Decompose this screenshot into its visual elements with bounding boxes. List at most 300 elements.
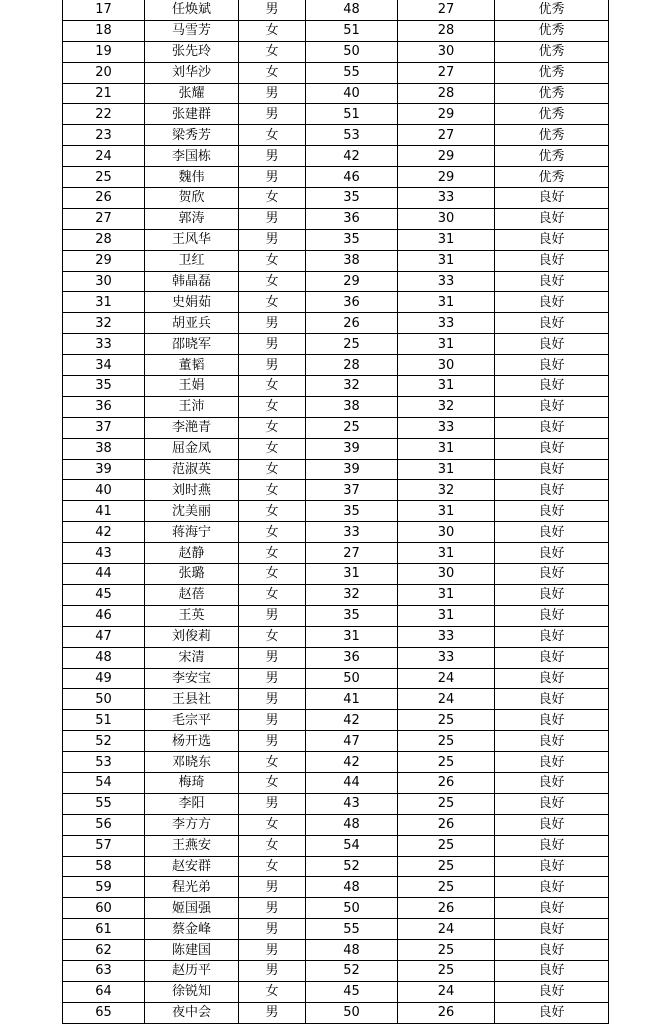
- grade-cell: 良好: [495, 960, 609, 981]
- score-a-cell: 38: [306, 250, 398, 271]
- table-row: [63, 334, 609, 355]
- score-b-cell: 31: [398, 501, 495, 522]
- score-b-cell: 25: [398, 960, 495, 981]
- gender-cell: 女: [239, 188, 306, 209]
- score-b-cell: 24: [398, 919, 495, 940]
- grade-cell: 良好: [495, 772, 609, 793]
- table-row: [63, 835, 609, 856]
- gender-cell: 男: [239, 877, 306, 898]
- grade-cell: 良好: [495, 689, 609, 710]
- name-cell: 邵晓军: [145, 334, 239, 355]
- grade-cell: 良好: [495, 835, 609, 856]
- gender-cell: 女: [239, 125, 306, 146]
- score-a-cell: 50: [306, 668, 398, 689]
- gender-cell: 男: [239, 1002, 306, 1023]
- score-a-cell: 31: [306, 564, 398, 585]
- grade-cell: 良好: [495, 543, 609, 564]
- score-b-cell: 32: [398, 480, 495, 501]
- name-cell: 刘时燕: [145, 480, 239, 501]
- row-number-cell: 47: [63, 626, 145, 647]
- name-cell: 马雪芳: [145, 20, 239, 41]
- score-a-cell: 48: [306, 814, 398, 835]
- row-number-cell: 29: [63, 250, 145, 271]
- score-b-cell: 31: [398, 605, 495, 626]
- name-cell: 史娟茹: [145, 292, 239, 313]
- row-number-cell: 53: [63, 752, 145, 773]
- name-cell: 张先玲: [145, 41, 239, 62]
- table-row: [63, 188, 609, 209]
- name-cell: 赵历平: [145, 960, 239, 981]
- table-row: [63, 1002, 609, 1023]
- name-cell: 毛宗平: [145, 710, 239, 731]
- grade-cell: 良好: [495, 584, 609, 605]
- name-cell: 屈金凤: [145, 438, 239, 459]
- score-a-cell: 25: [306, 334, 398, 355]
- row-number-cell: 27: [63, 208, 145, 229]
- name-cell: 徐锐知: [145, 981, 239, 1002]
- name-cell: 梁秀芳: [145, 125, 239, 146]
- table-row: [63, 584, 609, 605]
- grade-cell: 良好: [495, 271, 609, 292]
- score-b-cell: 33: [398, 271, 495, 292]
- score-a-cell: 50: [306, 41, 398, 62]
- table-row: [63, 104, 609, 125]
- table-row: [63, 62, 609, 83]
- table-row: [63, 0, 609, 20]
- table-row: [63, 731, 609, 752]
- table-row: [63, 501, 609, 522]
- score-a-cell: 52: [306, 856, 398, 877]
- score-b-cell: 31: [398, 250, 495, 271]
- name-cell: 陈建国: [145, 940, 239, 961]
- gender-cell: 男: [239, 334, 306, 355]
- row-number-cell: 49: [63, 668, 145, 689]
- table-row: [63, 543, 609, 564]
- row-number-cell: 50: [63, 689, 145, 710]
- score-a-cell: 25: [306, 417, 398, 438]
- score-a-cell: 31: [306, 626, 398, 647]
- score-b-cell: 28: [398, 20, 495, 41]
- name-cell: 李滟青: [145, 417, 239, 438]
- row-number-cell: 22: [63, 104, 145, 125]
- name-cell: 李阳: [145, 793, 239, 814]
- score-b-cell: 31: [398, 376, 495, 397]
- table-row: [63, 605, 609, 626]
- grade-cell: 良好: [495, 438, 609, 459]
- grade-cell: 良好: [495, 334, 609, 355]
- score-a-cell: 48: [306, 0, 398, 20]
- grade-cell: 优秀: [495, 146, 609, 167]
- row-number-cell: 58: [63, 856, 145, 877]
- grade-cell: 优秀: [495, 20, 609, 41]
- row-number-cell: 23: [63, 125, 145, 146]
- row-number-cell: 34: [63, 355, 145, 376]
- gender-cell: 女: [239, 438, 306, 459]
- grade-cell: 良好: [495, 501, 609, 522]
- row-number-cell: 36: [63, 396, 145, 417]
- score-table: [62, 0, 609, 1024]
- gender-cell: 男: [239, 960, 306, 981]
- score-b-cell: 25: [398, 877, 495, 898]
- table-row: [63, 83, 609, 104]
- table-row: [63, 167, 609, 188]
- row-number-cell: 51: [63, 710, 145, 731]
- gender-cell: 男: [239, 146, 306, 167]
- score-a-cell: 42: [306, 710, 398, 731]
- table-row: [63, 626, 609, 647]
- gender-cell: 男: [239, 355, 306, 376]
- table-row: [63, 271, 609, 292]
- score-b-cell: 33: [398, 626, 495, 647]
- score-a-cell: 50: [306, 898, 398, 919]
- score-b-cell: 25: [398, 940, 495, 961]
- score-a-cell: 39: [306, 459, 398, 480]
- score-b-cell: 25: [398, 710, 495, 731]
- score-b-cell: 25: [398, 856, 495, 877]
- score-a-cell: 29: [306, 271, 398, 292]
- gender-cell: 女: [239, 271, 306, 292]
- score-a-cell: 41: [306, 689, 398, 710]
- table-row: [63, 898, 609, 919]
- score-a-cell: 28: [306, 355, 398, 376]
- gender-cell: 女: [239, 417, 306, 438]
- score-b-cell: 27: [398, 125, 495, 146]
- score-b-cell: 25: [398, 731, 495, 752]
- gender-cell: 男: [239, 83, 306, 104]
- table-row: [63, 919, 609, 940]
- grade-cell: 良好: [495, 856, 609, 877]
- grade-cell: 良好: [495, 480, 609, 501]
- table-row: [63, 41, 609, 62]
- score-b-cell: 31: [398, 292, 495, 313]
- score-b-cell: 33: [398, 647, 495, 668]
- name-cell: 李安宝: [145, 668, 239, 689]
- name-cell: 王沛: [145, 396, 239, 417]
- score-a-cell: 55: [306, 919, 398, 940]
- name-cell: 蔡金峰: [145, 919, 239, 940]
- score-a-cell: 35: [306, 229, 398, 250]
- grade-cell: 良好: [495, 250, 609, 271]
- score-a-cell: 47: [306, 731, 398, 752]
- grade-cell: 良好: [495, 355, 609, 376]
- name-cell: 任焕斌: [145, 0, 239, 20]
- score-b-cell: 25: [398, 752, 495, 773]
- grade-cell: 良好: [495, 877, 609, 898]
- table-row: [63, 208, 609, 229]
- gender-cell: 女: [239, 981, 306, 1002]
- score-a-cell: 51: [306, 20, 398, 41]
- score-a-cell: 43: [306, 793, 398, 814]
- name-cell: 赵静: [145, 543, 239, 564]
- row-number-cell: 33: [63, 334, 145, 355]
- score-a-cell: 38: [306, 396, 398, 417]
- table-row: [63, 438, 609, 459]
- grade-cell: 良好: [495, 459, 609, 480]
- score-a-cell: 52: [306, 960, 398, 981]
- name-cell: 贺欣: [145, 188, 239, 209]
- grade-cell: 良好: [495, 208, 609, 229]
- row-number-cell: 60: [63, 898, 145, 919]
- score-a-cell: 32: [306, 584, 398, 605]
- score-b-cell: 30: [398, 564, 495, 585]
- grade-cell: 良好: [495, 814, 609, 835]
- name-cell: 王县社: [145, 689, 239, 710]
- table-row: [63, 710, 609, 731]
- score-a-cell: 44: [306, 772, 398, 793]
- row-number-cell: 46: [63, 605, 145, 626]
- gender-cell: 女: [239, 564, 306, 585]
- score-a-cell: 36: [306, 647, 398, 668]
- row-number-cell: 38: [63, 438, 145, 459]
- gender-cell: 女: [239, 459, 306, 480]
- score-b-cell: 30: [398, 522, 495, 543]
- name-cell: 赵蓓: [145, 584, 239, 605]
- name-cell: 范淑英: [145, 459, 239, 480]
- row-number-cell: 19: [63, 41, 145, 62]
- score-b-cell: 25: [398, 793, 495, 814]
- name-cell: 杨开选: [145, 731, 239, 752]
- gender-cell: 男: [239, 689, 306, 710]
- grade-cell: 良好: [495, 647, 609, 668]
- gender-cell: 女: [239, 62, 306, 83]
- table-row: [63, 396, 609, 417]
- gender-cell: 男: [239, 104, 306, 125]
- grade-cell: 良好: [495, 710, 609, 731]
- gender-cell: 女: [239, 856, 306, 877]
- name-cell: 卫红: [145, 250, 239, 271]
- grade-cell: 良好: [495, 793, 609, 814]
- score-a-cell: 42: [306, 752, 398, 773]
- row-number-cell: 39: [63, 459, 145, 480]
- score-a-cell: 45: [306, 981, 398, 1002]
- score-a-cell: 55: [306, 62, 398, 83]
- grade-cell: 良好: [495, 1002, 609, 1023]
- gender-cell: 男: [239, 167, 306, 188]
- score-b-cell: 31: [398, 438, 495, 459]
- grade-cell: 优秀: [495, 41, 609, 62]
- grade-cell: 良好: [495, 626, 609, 647]
- table-row: [63, 313, 609, 334]
- gender-cell: 女: [239, 501, 306, 522]
- name-cell: 董韬: [145, 355, 239, 376]
- gender-cell: 男: [239, 647, 306, 668]
- gender-cell: 女: [239, 835, 306, 856]
- score-a-cell: 48: [306, 940, 398, 961]
- gender-cell: 女: [239, 20, 306, 41]
- table-row: [63, 376, 609, 397]
- grade-cell: 良好: [495, 522, 609, 543]
- score-a-cell: 35: [306, 501, 398, 522]
- row-number-cell: 20: [63, 62, 145, 83]
- name-cell: 王风华: [145, 229, 239, 250]
- score-a-cell: 36: [306, 292, 398, 313]
- score-b-cell: 31: [398, 459, 495, 480]
- grade-cell: 良好: [495, 313, 609, 334]
- score-a-cell: 33: [306, 522, 398, 543]
- gender-cell: 女: [239, 752, 306, 773]
- score-a-cell: 26: [306, 313, 398, 334]
- grade-cell: 良好: [495, 605, 609, 626]
- table-body: [63, 0, 609, 1023]
- gender-cell: 男: [239, 605, 306, 626]
- grade-cell: 良好: [495, 981, 609, 1002]
- row-number-cell: 62: [63, 940, 145, 961]
- name-cell: 梅琦: [145, 772, 239, 793]
- table-row: [63, 647, 609, 668]
- table-row: [63, 793, 609, 814]
- table-row: [63, 856, 609, 877]
- grade-cell: 优秀: [495, 104, 609, 125]
- grade-cell: 优秀: [495, 167, 609, 188]
- table-row: [63, 522, 609, 543]
- score-b-cell: 33: [398, 313, 495, 334]
- score-b-cell: 31: [398, 543, 495, 564]
- row-number-cell: 18: [63, 20, 145, 41]
- grade-cell: 良好: [495, 229, 609, 250]
- table-row: [63, 459, 609, 480]
- name-cell: 张建群: [145, 104, 239, 125]
- gender-cell: 女: [239, 480, 306, 501]
- table-row: [63, 752, 609, 773]
- gender-cell: 女: [239, 396, 306, 417]
- table-row: [63, 417, 609, 438]
- grade-cell: 优秀: [495, 62, 609, 83]
- score-b-cell: 29: [398, 146, 495, 167]
- name-cell: 李国栋: [145, 146, 239, 167]
- name-cell: 程光弟: [145, 877, 239, 898]
- score-a-cell: 37: [306, 480, 398, 501]
- score-b-cell: 29: [398, 104, 495, 125]
- row-number-cell: 43: [63, 543, 145, 564]
- row-number-cell: 56: [63, 814, 145, 835]
- score-b-cell: 30: [398, 208, 495, 229]
- gender-cell: 女: [239, 584, 306, 605]
- score-b-cell: 29: [398, 167, 495, 188]
- gender-cell: 女: [239, 543, 306, 564]
- row-number-cell: 40: [63, 480, 145, 501]
- score-a-cell: 35: [306, 605, 398, 626]
- gender-cell: 男: [239, 898, 306, 919]
- grade-cell: 良好: [495, 752, 609, 773]
- row-number-cell: 28: [63, 229, 145, 250]
- score-b-cell: 25: [398, 835, 495, 856]
- row-number-cell: 37: [63, 417, 145, 438]
- name-cell: 王燕安: [145, 835, 239, 856]
- table-row: [63, 292, 609, 313]
- score-a-cell: 51: [306, 104, 398, 125]
- table-row: [63, 229, 609, 250]
- row-number-cell: 26: [63, 188, 145, 209]
- table-row: [63, 125, 609, 146]
- gender-cell: 女: [239, 41, 306, 62]
- score-b-cell: 27: [398, 0, 495, 20]
- gender-cell: 男: [239, 668, 306, 689]
- row-number-cell: 61: [63, 919, 145, 940]
- table-row: [63, 772, 609, 793]
- grade-cell: 良好: [495, 376, 609, 397]
- row-number-cell: 30: [63, 271, 145, 292]
- score-b-cell: 26: [398, 814, 495, 835]
- gender-cell: 男: [239, 313, 306, 334]
- row-number-cell: 17: [63, 0, 145, 20]
- grade-cell: 良好: [495, 417, 609, 438]
- score-a-cell: 54: [306, 835, 398, 856]
- score-b-cell: 27: [398, 62, 495, 83]
- score-a-cell: 27: [306, 543, 398, 564]
- score-a-cell: 40: [306, 83, 398, 104]
- table-row: [63, 564, 609, 585]
- row-number-cell: 21: [63, 83, 145, 104]
- gender-cell: 男: [239, 0, 306, 20]
- score-b-cell: 32: [398, 396, 495, 417]
- name-cell: 沈美丽: [145, 501, 239, 522]
- gender-cell: 女: [239, 626, 306, 647]
- row-number-cell: 25: [63, 167, 145, 188]
- grade-cell: 优秀: [495, 83, 609, 104]
- name-cell: 夜中会: [145, 1002, 239, 1023]
- grade-cell: 良好: [495, 898, 609, 919]
- score-b-cell: 24: [398, 689, 495, 710]
- row-number-cell: 35: [63, 376, 145, 397]
- gender-cell: 男: [239, 940, 306, 961]
- name-cell: 张耀: [145, 83, 239, 104]
- table-row: [63, 250, 609, 271]
- name-cell: 刘华沙: [145, 62, 239, 83]
- score-b-cell: 33: [398, 417, 495, 438]
- score-a-cell: 35: [306, 188, 398, 209]
- name-cell: 邓晓东: [145, 752, 239, 773]
- grade-cell: 良好: [495, 940, 609, 961]
- name-cell: 赵安群: [145, 856, 239, 877]
- gender-cell: 男: [239, 710, 306, 731]
- gender-cell: 女: [239, 250, 306, 271]
- score-a-cell: 48: [306, 877, 398, 898]
- table-row: [63, 877, 609, 898]
- score-b-cell: 31: [398, 229, 495, 250]
- grade-cell: 良好: [495, 396, 609, 417]
- table-row: [63, 146, 609, 167]
- table-row: [63, 960, 609, 981]
- score-b-cell: 33: [398, 188, 495, 209]
- row-number-cell: 31: [63, 292, 145, 313]
- gender-cell: 男: [239, 731, 306, 752]
- row-number-cell: 48: [63, 647, 145, 668]
- name-cell: 刘俊莉: [145, 626, 239, 647]
- name-cell: 张璐: [145, 564, 239, 585]
- name-cell: 宋清: [145, 647, 239, 668]
- row-number-cell: 24: [63, 146, 145, 167]
- score-a-cell: 50: [306, 1002, 398, 1023]
- name-cell: 蒋海宁: [145, 522, 239, 543]
- score-b-cell: 30: [398, 41, 495, 62]
- score-b-cell: 31: [398, 334, 495, 355]
- row-number-cell: 52: [63, 731, 145, 752]
- row-number-cell: 65: [63, 1002, 145, 1023]
- row-number-cell: 45: [63, 584, 145, 605]
- name-cell: 李方方: [145, 814, 239, 835]
- row-number-cell: 41: [63, 501, 145, 522]
- grade-cell: 优秀: [495, 0, 609, 20]
- score-a-cell: 53: [306, 125, 398, 146]
- row-number-cell: 55: [63, 793, 145, 814]
- name-cell: 王娟: [145, 376, 239, 397]
- score-b-cell: 28: [398, 83, 495, 104]
- gender-cell: 女: [239, 376, 306, 397]
- table-row: [63, 814, 609, 835]
- gender-cell: 男: [239, 793, 306, 814]
- row-number-cell: 59: [63, 877, 145, 898]
- row-number-cell: 63: [63, 960, 145, 981]
